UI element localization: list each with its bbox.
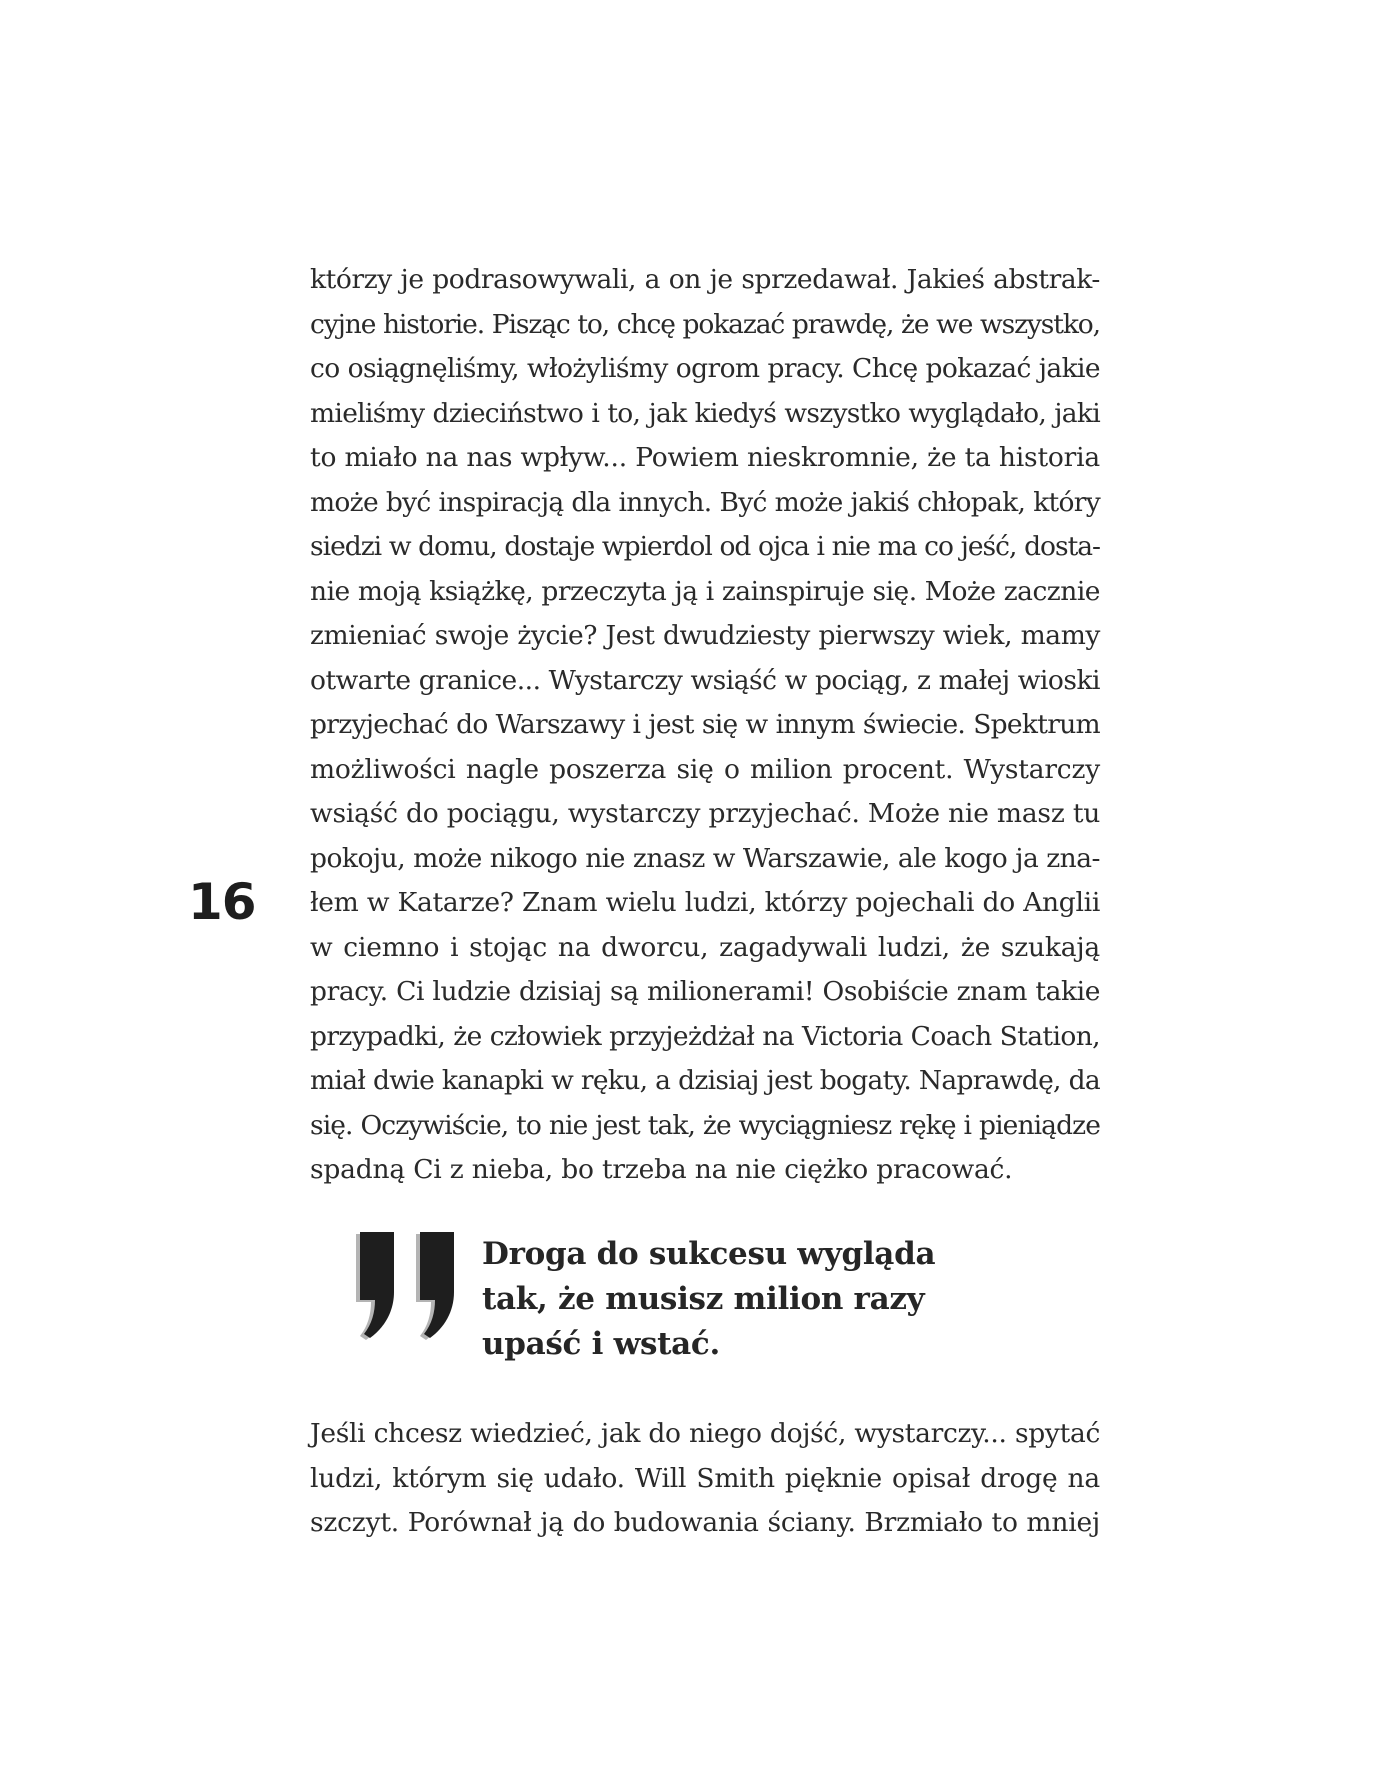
text-line: miał dwie kanapki w ręku, a dzisiaj jest bogaty. Naprawdę, da	[310, 1065, 1100, 1096]
quote-line: upaść i wstać.	[482, 1326, 721, 1362]
text-line: wsiąść do pociągu, wystarczy przyjechać. Może nie masz tu	[310, 798, 1101, 829]
text-line: co osiągnęliśmy, włożyliśmy ogrom pracy. Chcę pokazać jakie	[310, 353, 1100, 384]
text-line: Jeśli chcesz wiedzieć, jak do niego dojść, wystarczy... spytać	[310, 1418, 1100, 1449]
text-line: zmieniać swoje życie? Jest dwudziesty pierwszy wiek, mamy	[310, 620, 1100, 651]
text-line: cyjne historie. Pisząc to, chcę pokazać prawdę, że we wszystko,	[310, 308, 1100, 340]
text-line: pokoju, może nikogo nie znasz w Warszawie, ale kogo ja zna-	[310, 842, 1100, 874]
closing-quote-icon	[350, 1232, 460, 1344]
quote-line: tak, że musisz milion razy	[482, 1281, 925, 1317]
text-line: się. Oczywiście, to nie jest tak, że wyciągniesz rękę i pieniądze	[310, 1109, 1100, 1141]
text-line: otwarte granice... Wystarczy wsiąść w pociąg, z małej wioski	[310, 664, 1100, 696]
text-line: możliwości nagle poszerza się o milion procent. Wystarczy	[310, 753, 1100, 785]
body-paragraph	[310, 258, 1100, 1193]
text-line: ludzi, którym się udało. Will Smith pięknie opisał drogę na	[310, 1462, 1100, 1494]
text-line: nie moją książkę, przeczyta ją i zainspiruje się. Może zacznie	[310, 575, 1100, 607]
quote-text	[482, 1232, 935, 1367]
text-line: łem w Katarze? Znam wielu ludzi, którzy pojechali do Anglii	[310, 887, 1100, 918]
body-paragraph	[310, 1412, 1100, 1546]
pull-quote	[350, 1232, 1050, 1382]
page-number: 16	[188, 873, 256, 931]
text-line: w ciemno i stojąc na dworcu, zagadywali ludzi, że szukają	[310, 931, 1100, 963]
text-line: którzy je podrasowywali, a on je sprzedawał. Jakieś abstrak-	[310, 264, 1100, 295]
text-line: siedzi w domu, dostaje wpierdol od ojca i nie ma co jeść, dosta-	[310, 531, 1100, 562]
text-line: to miało na nas wpływ... Powiem nieskromnie, że ta historia	[310, 442, 1100, 473]
text-line: pracy. Ci ludzie dzisiaj są milionerami! Osobiście znam takie	[310, 976, 1100, 1007]
text-line: spadną Ci z nieba, bo trzeba na nie ciężko pracować.	[310, 1154, 1013, 1185]
text-line: może być inspiracją dla innych. Być może jakiś chłopak, który	[310, 486, 1100, 518]
text-line: szczyt. Porównał ją do budowania ściany. Brzmiało to mniej	[310, 1507, 1100, 1538]
text-line: przypadki, że człowiek przyjeżdżał na Victoria Coach Station,	[310, 1020, 1100, 1052]
text-line: przyjechać do Warszawy i jest się w innym świecie. Spektrum	[310, 709, 1100, 740]
text-line: mieliśmy dzieciństwo i to, jak kiedyś wszystko wyglądało, jaki	[310, 397, 1100, 429]
quote-line: Droga do sukcesu wygląda	[482, 1236, 936, 1272]
